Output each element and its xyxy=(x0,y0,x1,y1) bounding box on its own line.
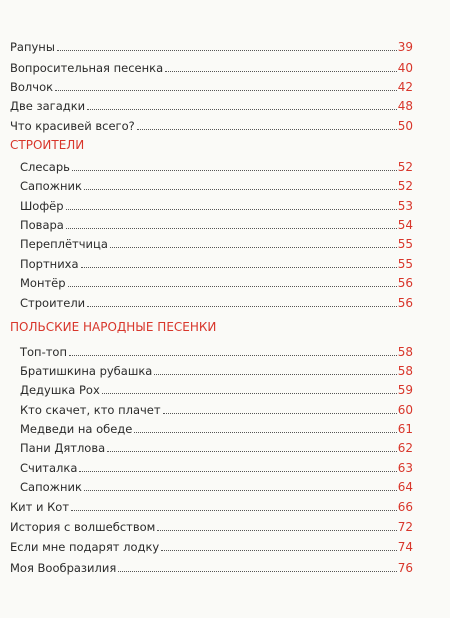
toc-entry[interactable] xyxy=(0,57,450,75)
toc-entry-title: История с волшебством xyxy=(10,520,156,534)
toc-entry-page-number: 50 xyxy=(397,119,413,133)
toc-entry-title: Портниха xyxy=(20,257,79,271)
toc-entry[interactable] xyxy=(0,272,450,290)
toc-entry-title: Медведи на обеде xyxy=(20,422,133,436)
toc-entry-title: Кит и Кот xyxy=(10,500,70,514)
dot-leader xyxy=(154,374,396,375)
toc-entry-page-number: 40 xyxy=(397,61,413,75)
toc-entry-page-number: 64 xyxy=(397,480,413,494)
dot-leader xyxy=(161,550,397,551)
toc-entry-title: Рапуны xyxy=(10,40,55,54)
dot-leader xyxy=(84,490,397,491)
toc-entry[interactable] xyxy=(0,437,450,455)
dot-leader xyxy=(66,228,397,229)
toc-entry[interactable] xyxy=(0,36,450,54)
toc-entry[interactable] xyxy=(0,399,450,417)
dot-leader xyxy=(163,413,397,414)
toc-entry-title: Топ-топ xyxy=(20,345,67,359)
toc-entry[interactable] xyxy=(0,253,450,271)
toc-entry-title: Слесарь xyxy=(20,160,70,174)
toc-entry-page-number: 55 xyxy=(397,237,413,251)
dot-leader xyxy=(55,90,397,91)
toc-entry[interactable] xyxy=(0,457,450,475)
dot-leader xyxy=(79,471,396,472)
dot-leader xyxy=(107,451,397,452)
dot-leader xyxy=(72,170,397,171)
toc-entry-title: Если мне подарят лодку xyxy=(10,540,160,554)
toc-entry[interactable] xyxy=(0,214,450,232)
toc-entry-page-number: 53 xyxy=(397,199,413,213)
toc-entry-page-number: 59 xyxy=(397,383,413,397)
toc-entry-title: Вопросительная песенка xyxy=(10,61,164,75)
toc-entry[interactable] xyxy=(0,516,450,534)
toc-entry-page-number: 56 xyxy=(397,296,413,310)
toc-entry[interactable] xyxy=(0,156,450,174)
toc-entry-title: Пани Дятлова xyxy=(20,441,106,455)
toc-entry-page-number: 39 xyxy=(397,40,413,54)
dot-leader xyxy=(87,306,397,307)
toc-entry-title: Что красивей всего? xyxy=(10,119,135,133)
toc-entry-page-number: 62 xyxy=(397,441,413,455)
toc-entry-title: Волчок xyxy=(10,80,54,94)
toc-entry[interactable] xyxy=(0,115,450,133)
toc-entry[interactable] xyxy=(0,418,450,436)
toc-entry-page-number: 61 xyxy=(397,422,413,436)
dot-leader xyxy=(57,50,397,51)
toc-entry-page-number: 56 xyxy=(397,276,413,290)
toc-entry-title: Строители xyxy=(20,296,86,310)
toc-entry-title: Дедушка Рох xyxy=(20,383,100,397)
toc-entry-title: Сапожник xyxy=(20,179,82,193)
toc-entry-title: Считалка xyxy=(20,461,78,475)
toc-entry-page-number: 58 xyxy=(397,364,413,378)
toc-entry[interactable] xyxy=(0,557,450,575)
toc-entry[interactable] xyxy=(0,536,450,554)
toc-entry-title: Братишкина рубашка xyxy=(20,364,153,378)
dot-leader xyxy=(134,432,396,433)
dot-leader xyxy=(87,109,397,110)
toc-entry[interactable] xyxy=(0,341,450,359)
dot-leader xyxy=(110,247,397,248)
toc-entry-page-number: 48 xyxy=(397,99,413,113)
toc-entry-title: Кто скачет, кто плачет xyxy=(20,403,161,417)
toc-entry[interactable] xyxy=(0,195,450,213)
dot-leader xyxy=(71,510,397,511)
toc-entry[interactable] xyxy=(0,496,450,514)
toc-entry-title: Сапожник xyxy=(20,480,82,494)
toc-entry-title: Монтёр xyxy=(20,276,66,290)
dot-leader xyxy=(137,129,397,130)
toc-entry-title: Моя Вообразилия xyxy=(10,561,117,575)
toc-entry-page-number: 58 xyxy=(397,345,413,359)
toc-entry[interactable] xyxy=(0,95,450,113)
toc-entry[interactable] xyxy=(0,360,450,378)
toc-entry-page-number: 76 xyxy=(397,561,413,575)
toc-entry-page-number: 60 xyxy=(397,403,413,417)
dot-leader xyxy=(66,209,397,210)
dot-leader xyxy=(118,571,396,572)
toc-entry-page-number: 52 xyxy=(397,160,413,174)
toc-entry-title: Две загадки xyxy=(10,99,86,113)
toc-entry-page-number: 74 xyxy=(397,540,413,554)
toc-entry-page-number: 42 xyxy=(397,80,413,94)
dot-leader xyxy=(157,530,396,531)
dot-leader xyxy=(81,267,397,268)
section-heading: СТРОИТЕЛИ xyxy=(10,138,85,152)
toc-entry-title: Повара xyxy=(20,218,64,232)
toc-entry-page-number: 63 xyxy=(397,461,413,475)
section-heading: ПОЛЬСКИЕ НАРОДНЫЕ ПЕСЕНКИ xyxy=(10,320,217,334)
toc-entry[interactable] xyxy=(0,292,450,310)
toc-entry-page-number: 54 xyxy=(397,218,413,232)
toc-entry[interactable] xyxy=(0,76,450,94)
toc-entry[interactable] xyxy=(0,379,450,397)
toc-entry-page-number: 66 xyxy=(397,500,413,514)
dot-leader xyxy=(69,355,397,356)
toc-entry-title: Шофёр xyxy=(20,199,64,213)
toc-entry-page-number: 72 xyxy=(397,520,413,534)
toc-entry[interactable] xyxy=(0,175,450,193)
toc-entry-page-number: 55 xyxy=(397,257,413,271)
dot-leader xyxy=(102,393,397,394)
toc-entry-page-number: 52 xyxy=(397,179,413,193)
dot-leader xyxy=(68,286,397,287)
toc-entry[interactable] xyxy=(0,476,450,494)
dot-leader xyxy=(84,189,397,190)
toc-entry-title: Переплётчица xyxy=(20,237,108,251)
dot-leader xyxy=(165,71,397,72)
toc-entry[interactable] xyxy=(0,233,450,251)
